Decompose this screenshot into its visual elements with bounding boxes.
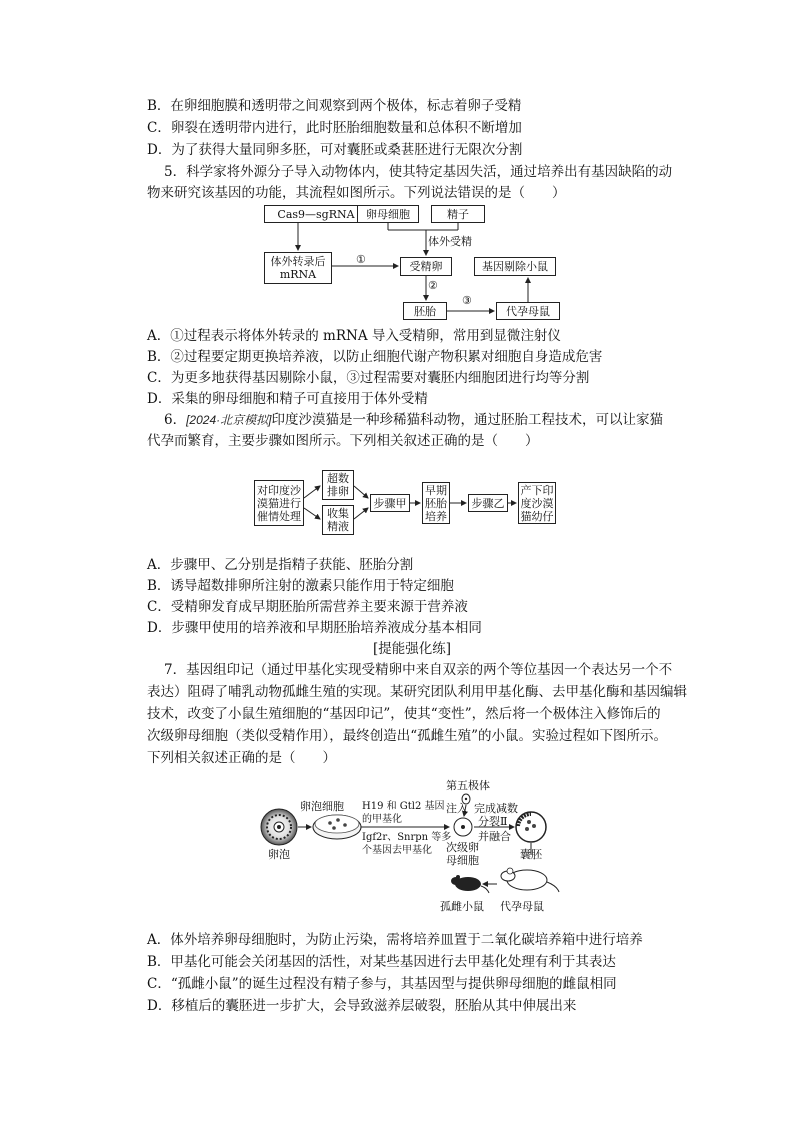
follicle-drawing	[261, 809, 297, 845]
q7-stem-line1: 7．基因组印记（通过甲基化实现受精卵中来自双亲的两个等位基因一个表达另一个不	[164, 662, 673, 678]
blastocyst-drawing	[516, 812, 546, 842]
q6-b2-l1: 超数	[327, 472, 349, 485]
surrogate-mouse-drawing	[501, 868, 559, 892]
petri-dish-drawing	[313, 815, 361, 839]
step2-label: ②	[428, 279, 438, 292]
oocyte-box: 卵母细胞	[357, 205, 419, 223]
parthenogenetic-mouse-label: 孤雌小鼠	[440, 900, 484, 913]
q6-b7-l1: 产下印	[520, 483, 554, 497]
q7-option-c: C．“孤雌小鼠”的诞生过程没有精子参与，其基因型与提供卵母细胞的雌鼠相同	[147, 976, 617, 992]
step1-label: ①	[356, 253, 366, 266]
demethylation-label-2: 个基因去甲基化	[362, 845, 432, 856]
fuse-label: 并融合	[478, 830, 511, 843]
q6-b7-l3: 猫幼仔	[520, 509, 554, 523]
methylation-label-1: H19 和 Gtl2 基因	[362, 801, 445, 812]
surrogate-mouse-label: 代孕母鼠	[500, 900, 544, 913]
methylation-label-2: 的甲基化	[362, 814, 402, 825]
ko-mouse-box: 基因剔除小鼠	[474, 257, 556, 276]
meiosis-label-2: 分裂Ⅱ	[478, 815, 508, 828]
section-header: [提能强化练]	[372, 641, 452, 657]
q7-option-d: D．移植后的囊胚进一步扩大，会导致滋养层破裂，胚胎从其中伸展出来	[147, 998, 577, 1014]
q7-stem-line4: 次级卵母细胞（类似受精作用），最终创造出“孤雌生殖”的小鼠。实验过程如下图所示。	[147, 728, 668, 744]
q5-option-a: A．①过程表示将体外转录的 mRNA 导入受精卵，常用到显微注射仪	[147, 328, 561, 344]
q6-b2-l2: 排卵	[327, 485, 349, 498]
q6-option-a: A．步骤甲、乙分别是指精子获能、胚胎分割	[147, 557, 414, 573]
zygote-box: 受精卵	[400, 257, 452, 276]
q6-box-step-b: 步骤乙	[468, 494, 508, 512]
step3-label: ③	[462, 294, 472, 307]
cas9-box: Cas9—sgRNA	[264, 205, 368, 223]
q6-b3-l2: 精液	[327, 520, 349, 533]
q7-stem-line5: 下列相关叙述正确的是（ ）	[147, 750, 336, 766]
secondary-oocyte-label-2: 母细胞	[446, 854, 479, 867]
secondary-oocyte-label-1: 次级卵	[446, 841, 479, 854]
q6-option-b: B．诱导超数排卵所注射的激素只能作用于特定细胞	[147, 578, 454, 594]
q7-option-b: B．甲基化可能会关闭基因的活性，对某些基因进行去甲基化处理有利于其表达	[147, 954, 616, 970]
q5-stem-line2: 物来研究该基因的功能，其流程如图所示。下列说法错误的是（ ）	[147, 185, 566, 201]
q6-b1-l3: 催情处理	[257, 509, 301, 523]
inject-label: 注入	[446, 802, 468, 815]
q7-option-a: A．体外培养卵母细胞时，为防止污染，需将培养皿置于二氧化碳培养箱中进行培养	[147, 932, 643, 948]
demethylation-label-1: Igf2r、Snrpn 等多	[362, 832, 452, 843]
q6-b1-l2: 漠猫进行	[257, 496, 301, 510]
polar-body-label: 第五极体	[446, 779, 490, 792]
q6-number: 6．	[164, 412, 187, 428]
q7-stem-line3: 技术，改变了小鼠生殖细胞的“基因印记”，使其“变性”，然后将一个极体注入修饰后的	[147, 706, 661, 722]
q5-option-d: D．采集的卵母细胞和精子可直接用于体外受精	[147, 391, 428, 407]
q6-b5-l2: 胚胎	[425, 496, 447, 510]
mrna-line1: 体外转录后	[270, 255, 326, 268]
sperm-box: 精子	[431, 205, 485, 223]
q4-option-c: C．卵裂在透明带内进行，此时胚胎细胞数量和总体积不断增加	[147, 120, 522, 136]
blastocyst-label: 囊胚	[520, 848, 542, 861]
meiosis-label-1: 完成减数	[474, 802, 518, 815]
q5-option-c: C．为更多地获得基因剔除小鼠，③过程需要对囊胚内细胞团进行均等分割	[147, 370, 590, 386]
q5-stem-line1: 5．科学家将外源分子导入动物体内，使其特定基因失活，通过培养出有基因缺陷的动	[164, 164, 673, 180]
q6-stem-line2: 代孕而繁育，主要步骤如图所示。下列相关叙述正确的是（ ）	[147, 433, 539, 449]
mrna-line2: mRNA	[279, 268, 317, 281]
surrogate-box: 代孕母鼠	[496, 302, 560, 320]
embryo-box: 胚胎	[403, 302, 447, 320]
q6-source-tag: [2024·北京模拟]	[186, 413, 272, 427]
q5-option-b: B．②过程要定期更换培养液，以防止细胞代谢产物积累对细胞自身造成危害	[147, 349, 603, 365]
q4-option-b: B．在卵细胞膜和透明带之间观察到两个极体，标志着卵子受精	[147, 98, 522, 114]
q6-box-step-a: 步骤甲	[370, 494, 410, 512]
follicle-cell-label: 卵泡细胞	[300, 800, 344, 813]
follicle-label: 卵泡	[268, 848, 290, 861]
q6-stem-text: 印度沙漠猫是一种珍稀猫科动物，通过胚胎工程技术，可以让家猫	[271, 412, 663, 428]
secondary-oocyte-drawing	[454, 818, 472, 836]
q6-b7-l2: 度沙漠	[520, 496, 554, 510]
q6-b5-l1: 早期	[425, 483, 447, 497]
q6-option-d: D．步骤甲使用的培养液和早期胚胎培养液成分基本相同	[147, 620, 482, 636]
q6-b1-l1: 对印度沙	[257, 483, 301, 497]
q7-stem-line2: 表达）阻碍了哺乳动物孤雌生殖的实现。某研究团队利用甲基化酶、去甲基化酶和基因编辑	[147, 684, 687, 700]
q6-b5-l3: 培养	[425, 509, 447, 523]
q6-option-c: C．受精卵发育成早期胚胎所需营养主要来源于营养液	[147, 599, 468, 615]
ivf-label: 体外受精	[428, 235, 472, 248]
q6-b3-l1: 收集	[327, 507, 349, 520]
q4-option-d: D．为了获得大量同卵多胚，可对囊胚或桑葚胚进行无限次分割	[147, 142, 523, 158]
